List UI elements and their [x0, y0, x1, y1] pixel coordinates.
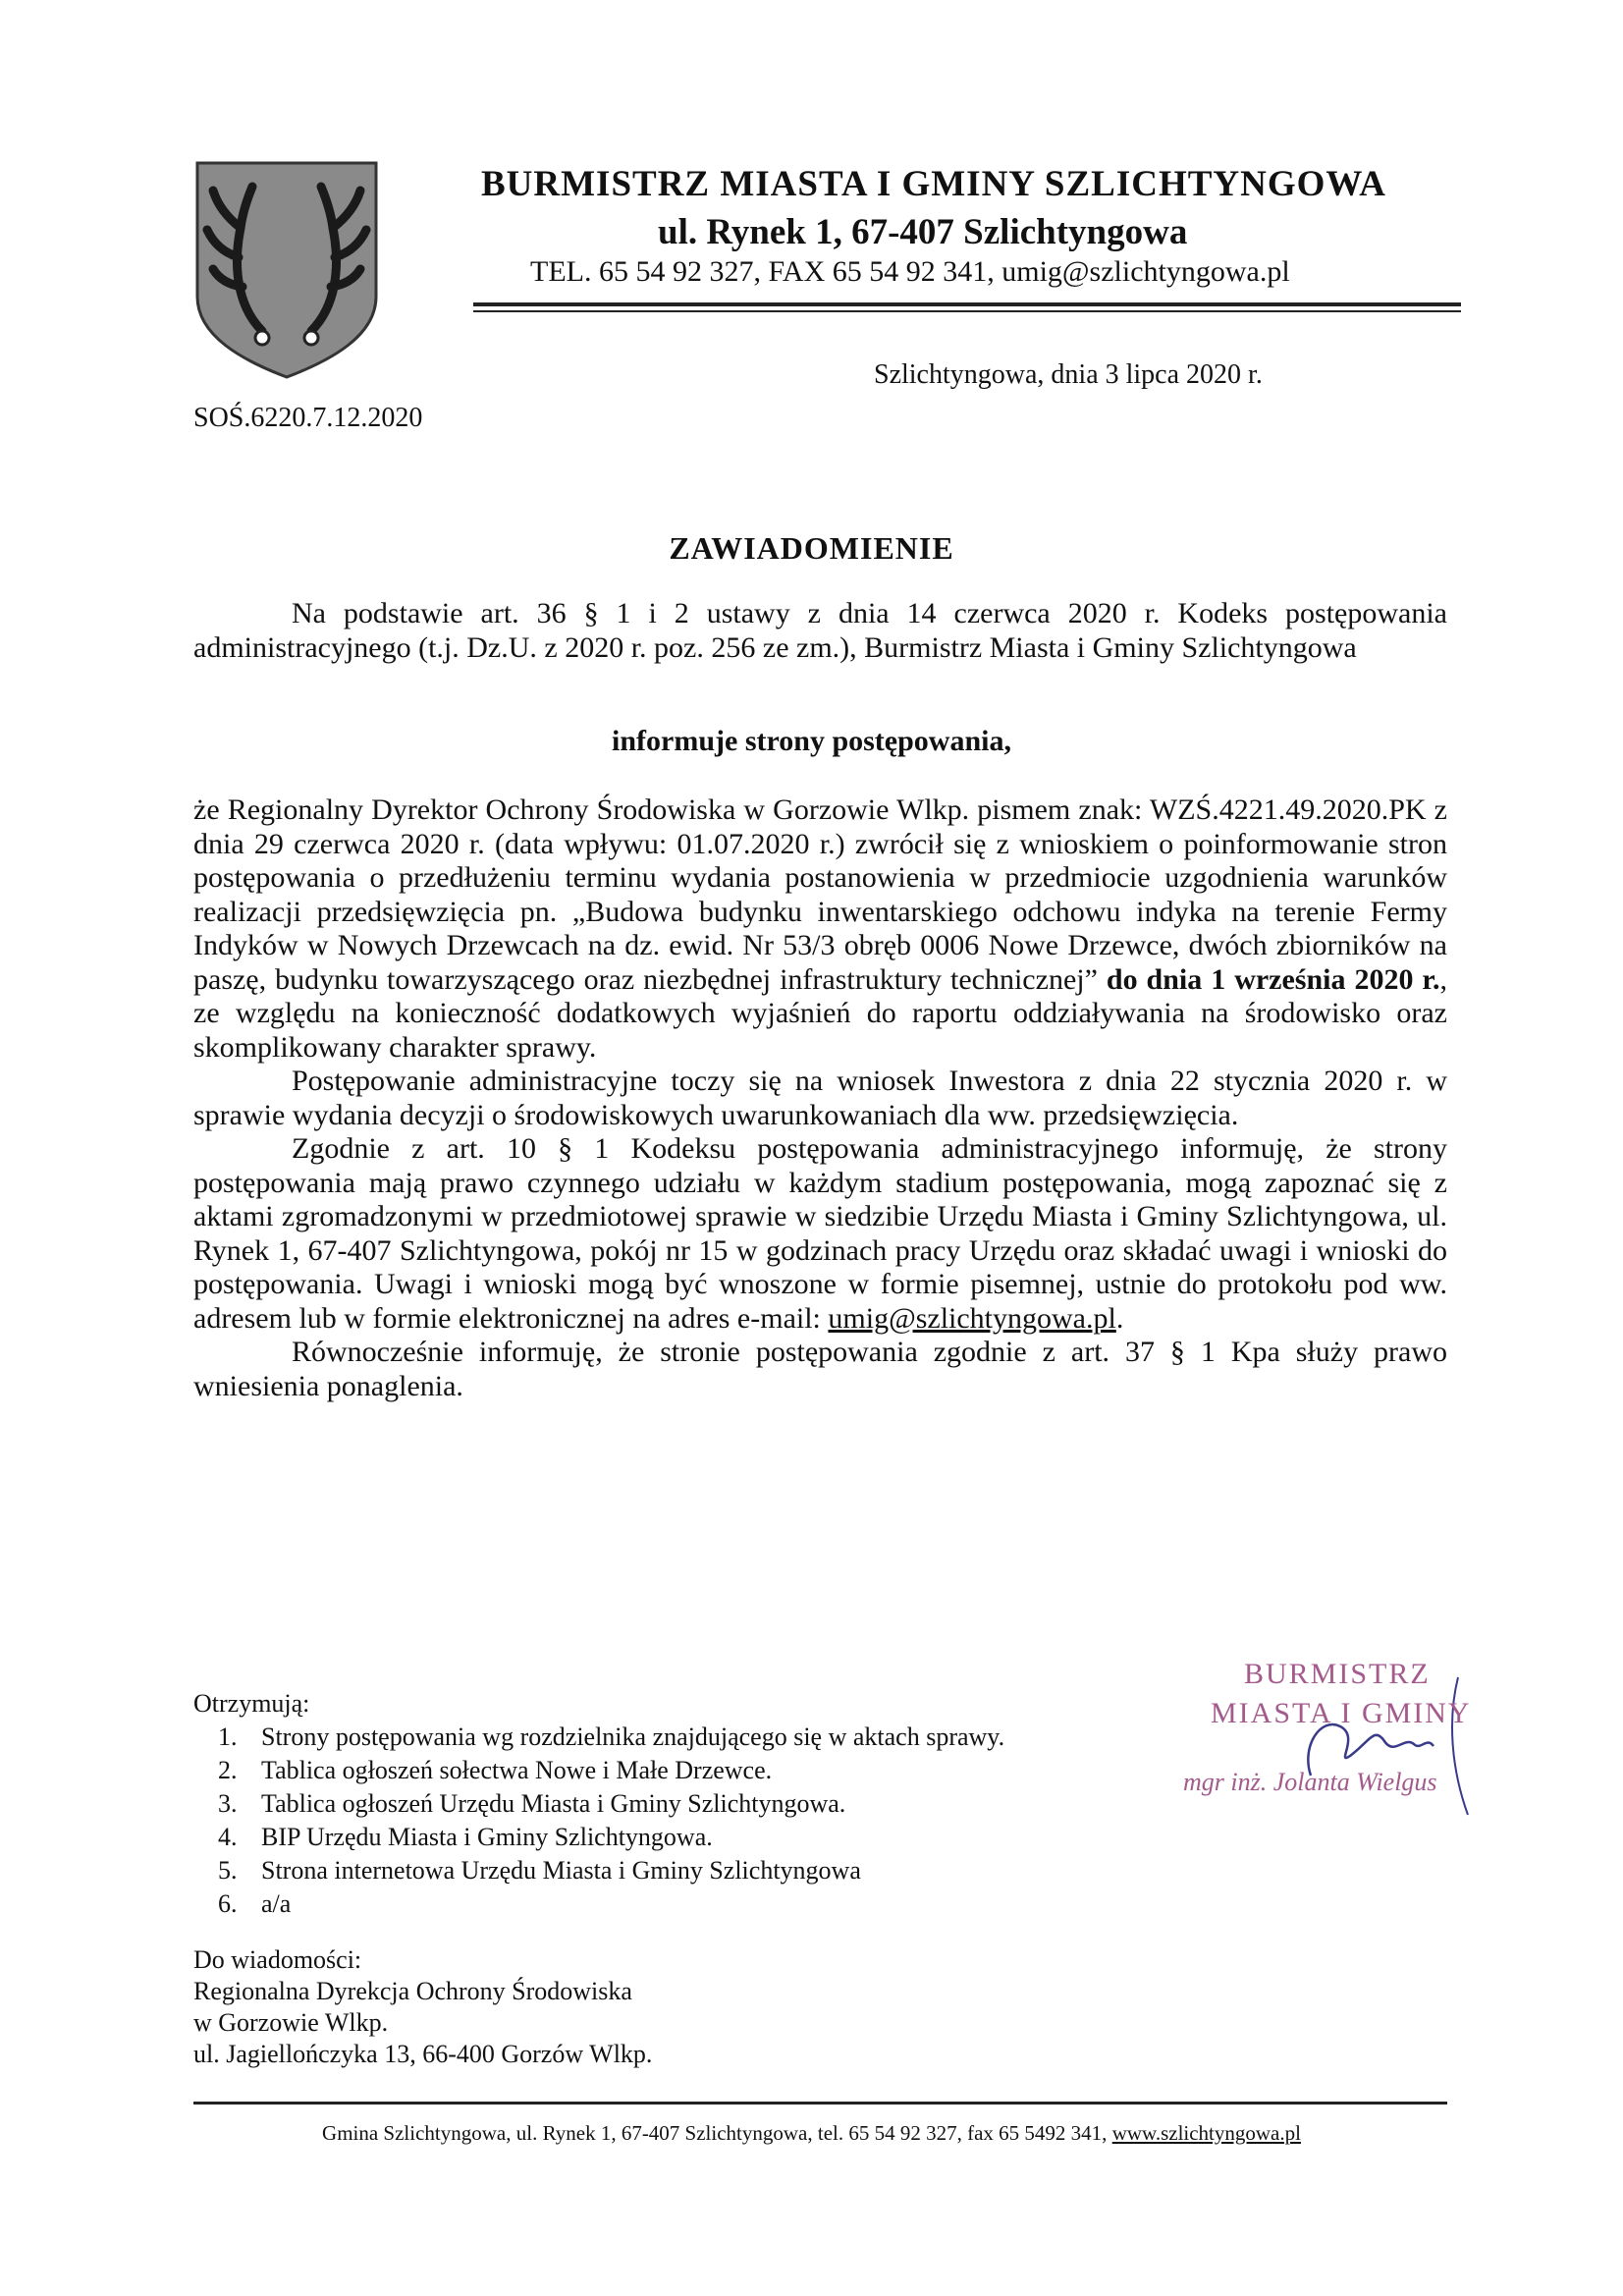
main-body: [193, 793, 1447, 1403]
paragraph-2: Postępowanie administracyjne toczy się na wniosek Inwestora z dnia 22 stycznia 2020 r. w sprawie wydania decyzji o środowiskowych uwarunkowaniach dla ww. przedsięwzięcia.: [193, 1065, 1447, 1131]
for-info-line: w Gorzowie Wlkp.: [193, 2008, 389, 2037]
list-item: 3. Tablica ogłoszeń Urzędu Miasta i Gminy Szlichtyngowa.: [243, 1787, 1004, 1821]
intro-paragraph: [193, 597, 1447, 665]
paragraph-1-end: , ze względu na konieczność dodatkowych wyjaśnień do raportu oddziaływania na środowisko oraz skomplikowany charakter sprawy.: [193, 962, 1447, 1064]
paragraph-4: Równocześnie informuję, że stronie postępowania zgodnie z art. 37 § 1 Kpa służy prawo wniesienia ponaglenia.: [193, 1336, 1447, 1402]
authority-name: BURMISTRZ MIASTA I GMINY SZLICHTYNGOWA: [481, 164, 1387, 204]
stamp-line-1: BURMISTRZ: [1244, 1658, 1431, 1690]
footer-rule: [193, 2102, 1447, 2105]
place-date: Szlichtyngowa, dnia 3 lipca 2020 r.: [874, 359, 1263, 390]
list-item: 4. BIP Urzędu Miasta i Gminy Szlichtyngowa.: [243, 1821, 1004, 1854]
list-item: 6. a/a: [243, 1887, 1004, 1921]
for-info-line: ul. Jagiellończyka 13, 66-400 Gorzów Wlkp.: [193, 2040, 653, 2068]
for-information: [193, 1944, 652, 2070]
intro-text: Na podstawie art. 36 § 1 i 2 ustawy z dnia 14 czerwca 2020 r. Kodeks postępowania administracyjnego (t.j. Dz.U. z 2020 r. poz. 256 ze zm.), Burmistrz Miasta i Gminy Szlichtyngowa: [193, 597, 1447, 664]
footer-text: Gmina Szlichtyngowa, ul. Rynek 1, 67-407 Szlichtyngowa, tel. 65 54 92 327, fax 65 5492 341,: [322, 2121, 1112, 2145]
paragraph-3-end: .: [1115, 1301, 1124, 1335]
list-item: 1. Strony postępowania wg rozdzielnika znajdującego się w aktach sprawy.: [243, 1721, 1004, 1754]
paragraph-1-text: że Regionalny Dyrektor Ochrony Środowiska w Gorzowie Wlkp. pismem znak: WZŚ.4221.49.2020.PK z dnia 29 czerwca 2020 r. (data wpływu: 01.07.2020 r.) zwrócił się z wnioskiem o poinformowanie stron postępowania o przedłużeniu terminu wydania postanowienia w przedmiocie uzgodnienia warunków realizacji przedsięwzięcia pn. „Budowa budynku inwentarskiego odchowu indyka na terenie Fermy Indyków w Nowych Drzewcach na dz. ewid. Nr 53/3 obręb 0006 Nowe Drzewce, dwóch zbiorników na paszę, budynku towarzyszącego oraz niezbędnej infrastruktury technicznej”: [193, 793, 1447, 996]
authority-contact: TEL. 65 54 92 327, FAX 65 54 92 341, umig@szlichtyngowa.pl: [530, 255, 1290, 288]
recipients-heading: Otrzymują:: [193, 1689, 310, 1718]
paragraph-1: [193, 793, 1447, 1065]
for-info-line: Regionalna Dyrekcja Ochrony Środowiska: [193, 1977, 632, 2005]
stamp-line-2: MIASTA I GMINY: [1211, 1697, 1472, 1729]
coat-of-arms-icon: [193, 159, 380, 381]
informs-line: informuje strony postępowania,: [612, 725, 1011, 757]
authority-address: ul. Rynek 1, 67-407 Szlichtyngowa: [658, 212, 1188, 252]
email-link[interactable]: umig@szlichtyngowa.pl: [828, 1301, 1116, 1335]
recipients-list: [193, 1687, 1004, 1921]
deadline-bold: do dnia 1 września 2020 r.: [1106, 962, 1440, 996]
footer: [0, 2121, 1623, 2146]
header-rule: [473, 302, 1461, 306]
header-rule-thin: [473, 310, 1461, 312]
official-stamp: [1163, 1658, 1517, 1825]
case-reference: SOŚ.6220.7.12.2020: [193, 403, 423, 433]
stamp-line-3: mgr inż. Jolanta Wielgus: [1183, 1768, 1437, 1796]
list-item: 5. Strona internetowa Urzędu Miasta i Gminy Szlichtyngowa: [243, 1854, 1004, 1887]
paragraph-3: [193, 1132, 1447, 1336]
paragraph-3-text: Zgodnie z art. 10 § 1 Kodeksu postępowania administracyjnego informuję, że strony postępowania mają prawo czynnego udziału w każdym stadium postępowania, mogą zapoznać się z aktami zgromadzonymi w przedmiotowej sprawie w siedzibie Urzędu Miasta i Gminy Szlichtyngowa, ul. Rynek 1, 67-407 Szlichtyngowa, pokój nr 15 w godzinach pracy Urzędu oraz składać uwagi i wnioski do postępowania. Uwagi i wnioski mogą być wnoszone w formie pisemnej, ustnie do protokołu pod ww. adresem lub w formie elektronicznej na adres e-mail:: [193, 1132, 1447, 1335]
footer-website-link[interactable]: www.szlichtyngowa.pl: [1111, 2121, 1301, 2145]
document-title: ZAWIADOMIENIE: [669, 530, 954, 566]
for-info-heading: Do wiadomości:: [193, 1945, 362, 1974]
list-item: 2. Tablica ogłoszeń sołectwa Nowe i Małe Drzewce.: [243, 1754, 1004, 1787]
